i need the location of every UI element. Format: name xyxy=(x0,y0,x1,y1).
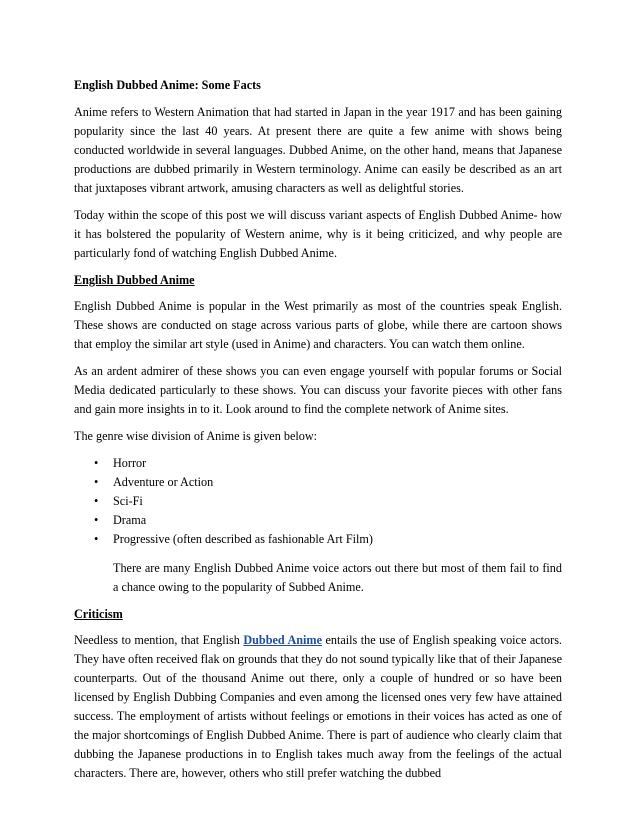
bullet-icon: • xyxy=(94,456,99,470)
list-item xyxy=(94,511,562,530)
document-title: English Dubbed Anime: Some Facts xyxy=(74,78,261,92)
list-item xyxy=(94,454,562,473)
genre-label: Sci-Fi xyxy=(113,494,143,508)
intro-paragraph-1: Anime refers to Western Animation that had started in Japan in the year 1917 and has been gaining popularity since the last 40 years. At present there are quite a few anime with shows being conducted worldwide in several languages. Dubbed Anime, on the other hand, means that Japanese productions are dubbed primarily in Western terminology. Anime can easily be described as an art that juxtaposes vibrant artwork, amusing characters as well as delightful stories. xyxy=(74,105,562,195)
genre-label: Progressive (often described as fashionable Art Film) xyxy=(113,532,373,546)
section-heading-english-dubbed-anime: English Dubbed Anime xyxy=(74,273,195,287)
genre-list xyxy=(74,454,562,549)
bullet-icon: • xyxy=(94,532,99,546)
genre-intro: The genre wise division of Anime is given below: xyxy=(74,429,318,443)
bullet-icon: • xyxy=(94,475,99,489)
criticism-paragraph xyxy=(74,631,562,783)
section1-paragraph-1: English Dubbed Anime is popular in the West primarily as most of the countries speak English. These shows are conducted on stage across various parts of globe, while there are cartoon shows that employ the similar art style (used in Anime) and characters. You can watch them online. xyxy=(74,299,562,351)
genre-label: Adventure or Action xyxy=(113,475,214,489)
genre-label: Drama xyxy=(113,513,147,527)
bullet-icon: • xyxy=(94,494,99,508)
criticism-text-start: Needless to mention, that English xyxy=(74,633,244,647)
bullet-icon: • xyxy=(94,513,99,527)
list-item xyxy=(94,492,562,511)
dubbed-anime-link[interactable]: Dubbed Anime xyxy=(243,633,322,647)
section-heading-criticism: Criticism xyxy=(74,607,123,621)
document-page xyxy=(74,76,562,791)
list-item xyxy=(94,530,562,549)
indented-paragraph: There are many English Dubbed Anime voice actors out there but most of them fail to find a chance owing to the popularity of Subbed Anime. xyxy=(113,561,562,594)
list-item xyxy=(94,473,562,492)
intro-paragraph-2: Today within the scope of this post we will discuss variant aspects of English Dubbed Anime- how it has bolstered the popularity of Western anime, why is it being criticized, and why people are particularly fond of watching English Dubbed Anime. xyxy=(74,208,562,260)
genre-label: Horror xyxy=(113,456,147,470)
criticism-text-rest: entails the use of English speaking voice actors. They have often received flak on grounds that they do not sound typically like that of their Japanese counterparts. Out of the thousand Anime out there, only a couple of hundred or so have been licensed by English Dubbing Companies and even among the licensed ones very few have attained success. The employment of artists without feelings or emotions in their voices has acted as one of the major shortcomings of English Dubbed Anime. There is part of audience who clearly claim that dubbing the Japanese productions in to English takes much away from the feelings of the actual characters. There are, however, others who still prefer watching the dubbed xyxy=(74,633,562,780)
section1-paragraph-2: As an ardent admirer of these shows you can even engage yourself with popular forums or Social Media dedicated particularly to these shows. You can discuss your favorite pieces with other fans and gain more insights in to it. Look around to find the complete network of Anime sites. xyxy=(74,364,562,416)
